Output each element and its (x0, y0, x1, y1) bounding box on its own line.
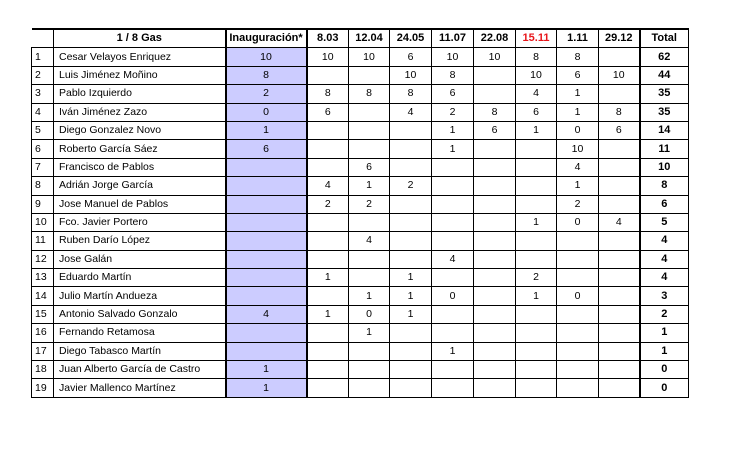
inauguracion-cell (226, 269, 307, 287)
position-cell: 7 (32, 158, 54, 176)
score-cell: 10 (557, 140, 599, 158)
score-cell: 4 (599, 213, 640, 231)
total-cell: 6 (640, 195, 689, 213)
total-cell: 62 (640, 48, 689, 66)
player-name-cell: Jose Manuel de Pablos (54, 195, 226, 213)
score-cell (599, 140, 640, 158)
score-cell (474, 324, 516, 342)
score-cell (432, 158, 474, 176)
inauguracion-cell (226, 287, 307, 305)
score-cell (307, 324, 349, 342)
total-cell: 8 (640, 177, 689, 195)
total-cell: 1 (640, 342, 689, 360)
table-row (32, 121, 689, 139)
total-cell: 4 (640, 250, 689, 268)
score-cell (390, 232, 432, 250)
header-date-4: 22.08 (474, 29, 516, 48)
inauguracion-cell (226, 342, 307, 360)
score-cell: 2 (557, 195, 599, 213)
score-cell (474, 177, 516, 195)
score-cell (432, 324, 474, 342)
table-row (32, 195, 689, 213)
score-cell (474, 85, 516, 103)
table-row (32, 342, 689, 360)
score-cell (599, 269, 640, 287)
score-cell: 2 (390, 177, 432, 195)
score-cell (557, 232, 599, 250)
table-row (32, 379, 689, 397)
inauguracion-cell: 4 (226, 305, 307, 323)
score-cell (557, 361, 599, 379)
score-cell: 10 (349, 48, 390, 66)
score-cell: 10 (432, 48, 474, 66)
score-cell (349, 269, 390, 287)
inauguracion-cell: 1 (226, 361, 307, 379)
score-cell (307, 121, 349, 139)
inauguracion-cell (226, 195, 307, 213)
inauguracion-cell: 2 (226, 85, 307, 103)
score-cell: 1 (516, 121, 557, 139)
score-cell (390, 140, 432, 158)
score-cell (516, 158, 557, 176)
position-cell: 5 (32, 121, 54, 139)
header-date-7: 29.12 (599, 29, 640, 48)
score-cell (307, 66, 349, 84)
score-cell: 10 (390, 66, 432, 84)
inauguracion-cell (226, 177, 307, 195)
score-cell (516, 177, 557, 195)
score-cell: 10 (474, 48, 516, 66)
header-date-1: 12.04 (349, 29, 390, 48)
total-cell: 0 (640, 361, 689, 379)
inauguracion-cell: 8 (226, 66, 307, 84)
score-cell (349, 342, 390, 360)
score-cell (516, 361, 557, 379)
score-cell: 2 (307, 195, 349, 213)
position-cell: 11 (32, 232, 54, 250)
score-cell: 1 (390, 287, 432, 305)
score-cell: 4 (307, 177, 349, 195)
score-cell: 6 (390, 48, 432, 66)
score-cell: 6 (516, 103, 557, 121)
header-date-0: 8.03 (307, 29, 349, 48)
standings-body (32, 48, 689, 397)
inauguracion-cell: 6 (226, 140, 307, 158)
score-cell: 2 (432, 103, 474, 121)
score-cell: 0 (349, 305, 390, 323)
score-cell (432, 213, 474, 231)
score-cell (516, 250, 557, 268)
inauguracion-cell: 1 (226, 379, 307, 397)
score-cell (557, 305, 599, 323)
score-cell (557, 250, 599, 268)
inauguracion-cell: 1 (226, 121, 307, 139)
score-cell (390, 361, 432, 379)
table-row (32, 250, 689, 268)
table-row (32, 48, 689, 66)
score-cell (390, 121, 432, 139)
position-cell: 16 (32, 324, 54, 342)
table-row (32, 158, 689, 176)
score-cell: 8 (307, 85, 349, 103)
table-row (32, 287, 689, 305)
inauguracion-cell (226, 232, 307, 250)
score-cell: 0 (557, 213, 599, 231)
position-cell: 9 (32, 195, 54, 213)
player-name-cell: Diego Tabasco Martín (54, 342, 226, 360)
total-cell: 5 (640, 213, 689, 231)
score-cell: 1 (557, 177, 599, 195)
header-total: Total (640, 29, 689, 48)
score-cell: 1 (349, 177, 390, 195)
score-cell (390, 195, 432, 213)
score-cell (599, 232, 640, 250)
table-title: 1 / 8 Gas (54, 29, 226, 48)
score-cell: 6 (307, 103, 349, 121)
score-cell: 4 (390, 103, 432, 121)
score-cell: 8 (432, 66, 474, 84)
score-cell (349, 379, 390, 397)
position-cell: 19 (32, 379, 54, 397)
total-cell: 11 (640, 140, 689, 158)
total-cell: 14 (640, 121, 689, 139)
score-cell: 1 (432, 121, 474, 139)
table-row (32, 66, 689, 84)
score-cell: 1 (432, 342, 474, 360)
total-cell: 3 (640, 287, 689, 305)
total-cell: 4 (640, 232, 689, 250)
player-name-cell: Eduardo Martín (54, 269, 226, 287)
total-cell: 4 (640, 269, 689, 287)
inauguracion-cell (226, 158, 307, 176)
score-cell: 0 (432, 287, 474, 305)
score-cell (307, 361, 349, 379)
score-cell (349, 140, 390, 158)
score-cell: 1 (349, 287, 390, 305)
player-name-cell: Adrián Jorge García (54, 177, 226, 195)
score-cell (432, 232, 474, 250)
score-cell (474, 213, 516, 231)
player-name-cell: Julio Martín Andueza (54, 287, 226, 305)
score-cell (432, 361, 474, 379)
score-cell (432, 305, 474, 323)
score-cell (349, 103, 390, 121)
score-cell (390, 324, 432, 342)
header-row (32, 29, 689, 48)
score-cell: 8 (390, 85, 432, 103)
table-row (32, 213, 689, 231)
score-cell: 10 (599, 66, 640, 84)
table-row (32, 103, 689, 121)
score-cell: 8 (557, 48, 599, 66)
score-cell: 10 (516, 66, 557, 84)
player-name-cell: Luis Jiménez Moñino (54, 66, 226, 84)
score-cell (432, 195, 474, 213)
position-cell: 2 (32, 66, 54, 84)
score-cell: 6 (557, 66, 599, 84)
total-cell: 2 (640, 305, 689, 323)
score-cell (349, 66, 390, 84)
header-corner (32, 29, 54, 48)
total-cell: 1 (640, 324, 689, 342)
score-cell (432, 379, 474, 397)
score-cell: 8 (599, 103, 640, 121)
score-cell (474, 66, 516, 84)
player-name-cell: Roberto García Sáez (54, 140, 226, 158)
score-cell (474, 250, 516, 268)
score-cell: 4 (516, 85, 557, 103)
score-cell: 6 (474, 121, 516, 139)
position-cell: 3 (32, 85, 54, 103)
player-name-cell: Iván Jiménez Zazo (54, 103, 226, 121)
score-cell (599, 305, 640, 323)
score-cell (390, 213, 432, 231)
score-cell: 1 (432, 140, 474, 158)
position-cell: 17 (32, 342, 54, 360)
score-cell (307, 342, 349, 360)
score-cell (307, 140, 349, 158)
inauguracion-cell: 0 (226, 103, 307, 121)
table-row (32, 361, 689, 379)
score-cell (307, 213, 349, 231)
score-cell (599, 85, 640, 103)
score-cell: 6 (349, 158, 390, 176)
score-cell (474, 342, 516, 360)
player-name-cell: Juan Alberto García de Castro (54, 361, 226, 379)
score-cell (474, 305, 516, 323)
position-cell: 8 (32, 177, 54, 195)
player-name-cell: Jose Galán (54, 250, 226, 268)
standings-table (31, 28, 689, 398)
header-inauguracion: Inauguración* (226, 29, 307, 48)
score-cell (557, 379, 599, 397)
score-cell: 10 (307, 48, 349, 66)
position-cell: 13 (32, 269, 54, 287)
inauguracion-cell (226, 250, 307, 268)
score-cell: 1 (390, 305, 432, 323)
score-cell (307, 232, 349, 250)
score-cell: 6 (432, 85, 474, 103)
score-cell (516, 140, 557, 158)
score-cell (474, 361, 516, 379)
table-row (32, 140, 689, 158)
position-cell: 10 (32, 213, 54, 231)
score-cell: 4 (557, 158, 599, 176)
position-cell: 14 (32, 287, 54, 305)
header-date-5: 15.11 (516, 29, 557, 48)
score-cell: 4 (432, 250, 474, 268)
score-cell (557, 269, 599, 287)
score-cell (599, 342, 640, 360)
header-date-6: 1.11 (557, 29, 599, 48)
player-name-cell: Fco. Javier Portero (54, 213, 226, 231)
score-cell (474, 140, 516, 158)
score-cell (474, 232, 516, 250)
score-cell (516, 379, 557, 397)
score-cell (432, 269, 474, 287)
score-cell (307, 287, 349, 305)
player-name-cell: Pablo Izquierdo (54, 85, 226, 103)
score-cell: 1 (516, 213, 557, 231)
score-cell (516, 305, 557, 323)
score-cell (516, 324, 557, 342)
score-cell (390, 250, 432, 268)
score-cell (307, 158, 349, 176)
score-cell (599, 195, 640, 213)
score-cell (349, 361, 390, 379)
score-cell (516, 342, 557, 360)
inauguracion-cell (226, 213, 307, 231)
score-cell (349, 213, 390, 231)
table-row (32, 324, 689, 342)
score-cell (516, 232, 557, 250)
score-cell (349, 250, 390, 268)
score-cell (474, 379, 516, 397)
score-cell: 1 (557, 85, 599, 103)
table-row (32, 177, 689, 195)
position-cell: 1 (32, 48, 54, 66)
player-name-cell: Diego Gonzalez Novo (54, 121, 226, 139)
score-cell (599, 324, 640, 342)
header-date-2: 24.05 (390, 29, 432, 48)
score-cell (599, 250, 640, 268)
header-date-3: 11.07 (432, 29, 474, 48)
score-cell (599, 48, 640, 66)
score-cell (557, 342, 599, 360)
player-name-cell: Cesar Velayos Enriquez (54, 48, 226, 66)
score-cell: 2 (349, 195, 390, 213)
score-cell: 1 (307, 269, 349, 287)
score-cell: 2 (516, 269, 557, 287)
table-row (32, 269, 689, 287)
score-cell (599, 379, 640, 397)
total-cell: 44 (640, 66, 689, 84)
total-cell: 35 (640, 103, 689, 121)
total-cell: 0 (640, 379, 689, 397)
score-cell: 8 (474, 103, 516, 121)
score-cell (474, 195, 516, 213)
total-cell: 35 (640, 85, 689, 103)
player-name-cell: Fernando Retamosa (54, 324, 226, 342)
total-cell: 10 (640, 158, 689, 176)
score-cell (307, 379, 349, 397)
score-cell: 4 (349, 232, 390, 250)
score-cell (474, 269, 516, 287)
player-name-cell: Ruben Darío López (54, 232, 226, 250)
score-cell (474, 287, 516, 305)
table-row (32, 232, 689, 250)
score-cell: 8 (349, 85, 390, 103)
score-cell: 6 (599, 121, 640, 139)
score-cell (599, 361, 640, 379)
score-cell (474, 158, 516, 176)
score-cell: 1 (349, 324, 390, 342)
position-cell: 6 (32, 140, 54, 158)
score-cell (599, 287, 640, 305)
score-cell (599, 177, 640, 195)
table-row (32, 85, 689, 103)
score-cell: 1 (307, 305, 349, 323)
score-cell (557, 324, 599, 342)
score-cell (599, 158, 640, 176)
inauguracion-cell (226, 324, 307, 342)
player-name-cell: Antonio Salvado Gonzalo (54, 305, 226, 323)
score-cell: 1 (557, 103, 599, 121)
table-row (32, 305, 689, 323)
score-cell (432, 177, 474, 195)
score-cell: 8 (516, 48, 557, 66)
inauguracion-cell: 10 (226, 48, 307, 66)
score-cell (390, 158, 432, 176)
position-cell: 18 (32, 361, 54, 379)
position-cell: 4 (32, 103, 54, 121)
score-cell: 1 (390, 269, 432, 287)
score-cell: 1 (516, 287, 557, 305)
position-cell: 12 (32, 250, 54, 268)
score-cell (307, 250, 349, 268)
position-cell: 15 (32, 305, 54, 323)
score-cell (390, 379, 432, 397)
player-name-cell: Francisco de Pablos (54, 158, 226, 176)
player-name-cell: Javier Mallenco Martínez (54, 379, 226, 397)
score-cell: 0 (557, 121, 599, 139)
score-cell (349, 121, 390, 139)
score-cell (516, 195, 557, 213)
score-cell (390, 342, 432, 360)
score-cell: 0 (557, 287, 599, 305)
